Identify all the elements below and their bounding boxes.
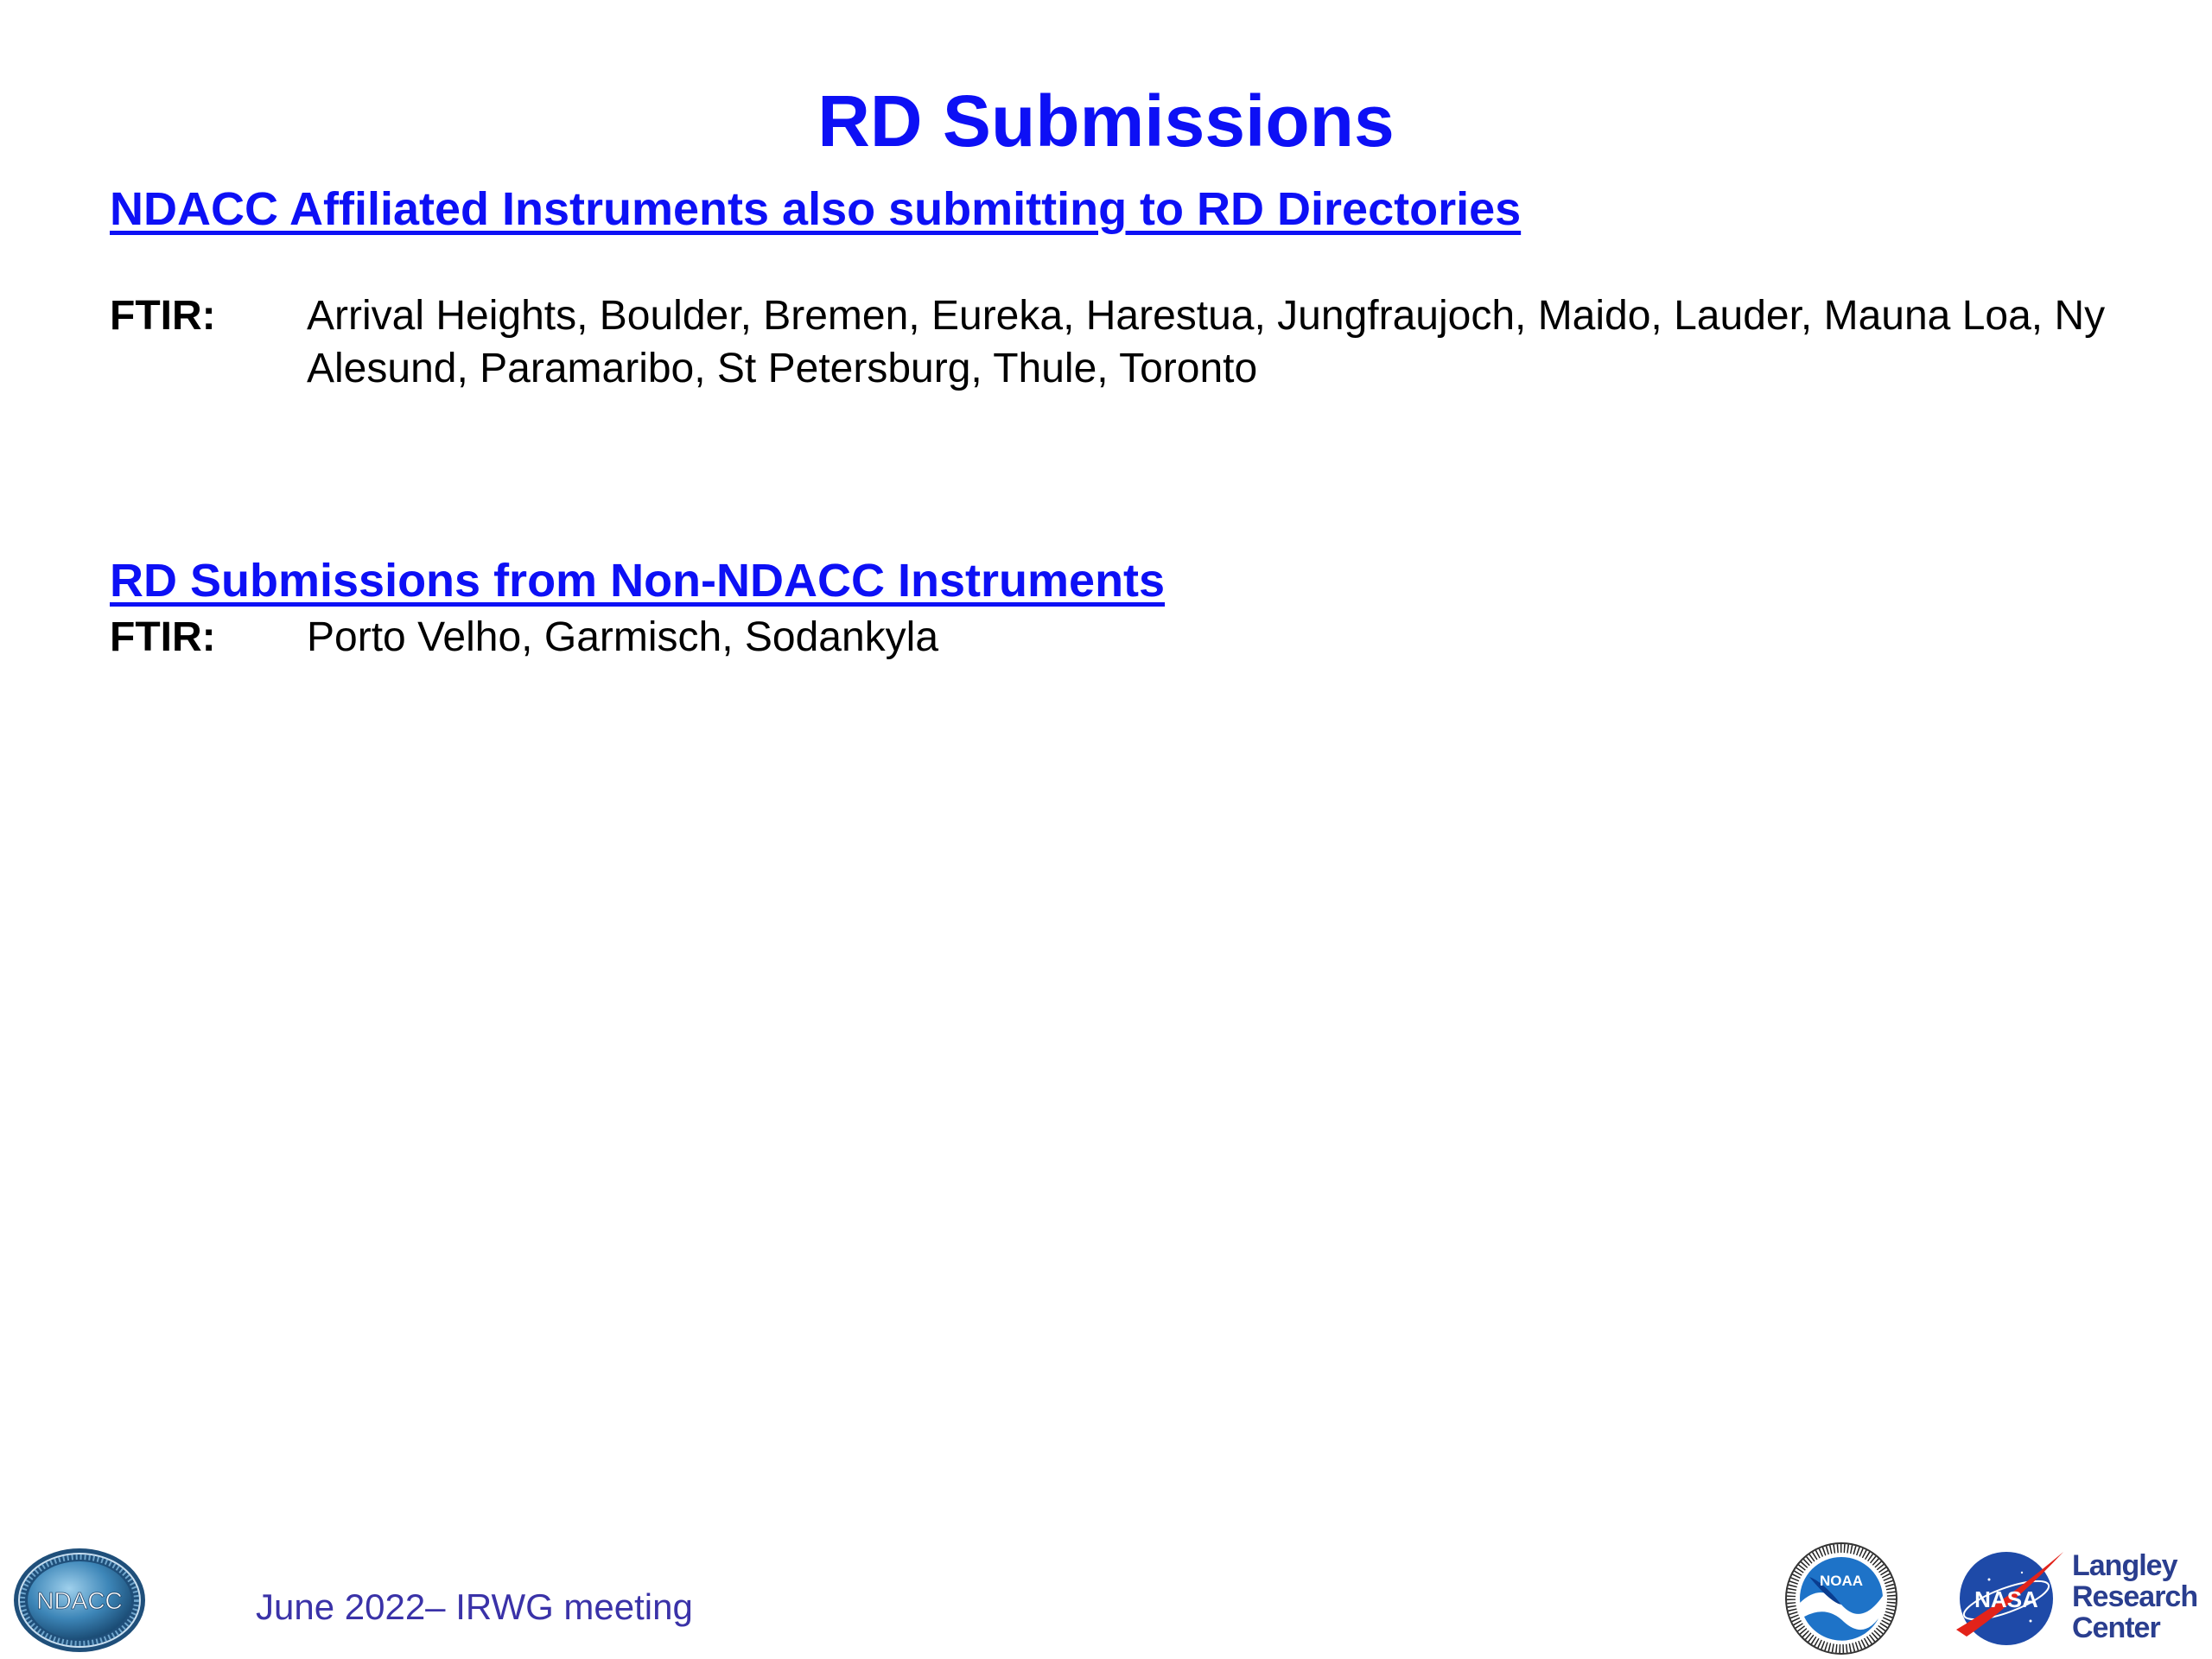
ndacc-logo-icon <box>12 1547 147 1654</box>
svg-text:NASA: NASA <box>1974 1586 2038 1612</box>
svg-text:NDACC: NDACC <box>36 1587 123 1614</box>
entry-label: FTIR: <box>110 614 216 660</box>
section-heading-ndacc-affiliated[interactable]: NDACC Affiliated Instruments also submitting to RD Directories <box>110 183 1522 235</box>
nasa-logo-icon <box>1955 1547 2067 1647</box>
svg-text:NOAA: NOAA <box>1819 1573 1864 1589</box>
entry-text: Arrival Heights, Boulder, Bremen, Eureka, Harestua, Jungfraujoch, Maido, Lauder, Mauna Loa, Ny Alesund, Paramaribo, St Petersburg, Thule, Toronto <box>307 293 2106 391</box>
entry-label: FTIR: <box>110 293 216 339</box>
noaa-logo-icon <box>1783 1542 1899 1655</box>
footer-meeting-text: June 2022– IRWG meeting <box>256 1586 693 1627</box>
page-title: RD Submissions <box>817 80 1395 162</box>
entry-ftir-non-ndacc <box>110 611 2123 664</box>
langley-research-center-label: Langley Research Center <box>2072 1549 2198 1644</box>
entry-text: Porto Velho, Garmisch, Sodankyla <box>307 614 939 660</box>
section-heading-non-ndacc[interactable]: RD Submissions from Non-NDACC Instruments <box>110 555 1166 607</box>
entry-ftir-affiliated <box>110 289 2123 395</box>
